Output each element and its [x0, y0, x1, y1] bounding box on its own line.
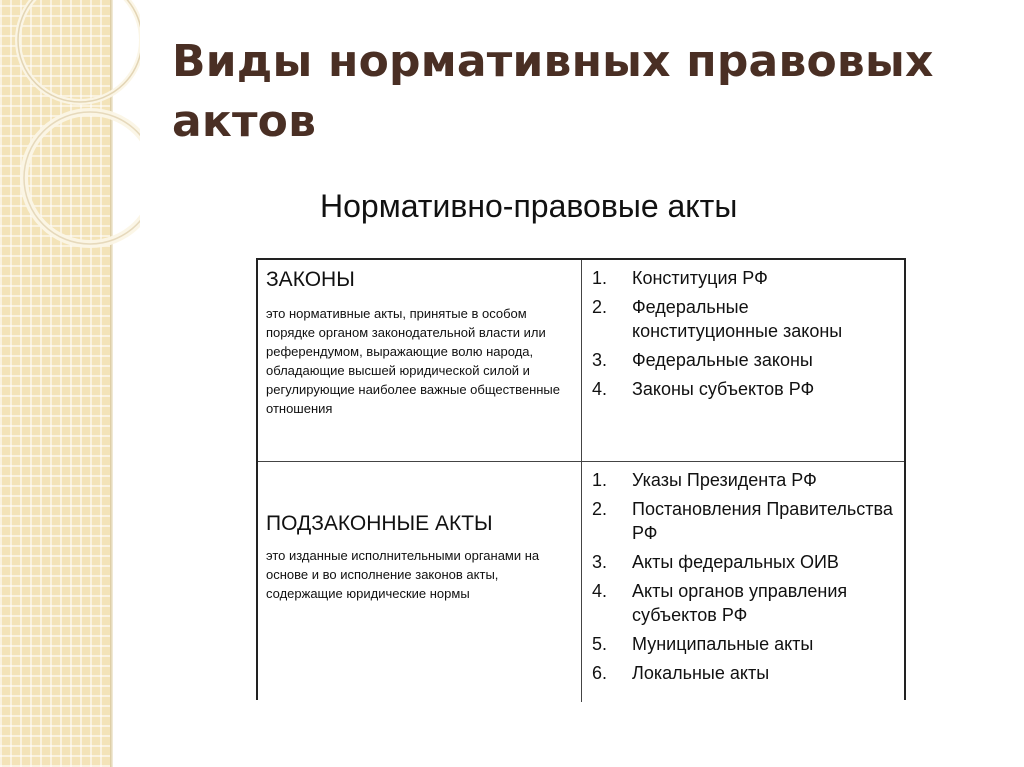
list-item — [592, 661, 896, 685]
category-cell — [258, 260, 582, 461]
list-item — [592, 468, 896, 492]
item-text: Постановления Правительства РФ — [632, 499, 893, 543]
item-number: 5. — [592, 634, 608, 654]
list-item — [592, 348, 896, 372]
list-item — [592, 632, 896, 656]
item-number: 4. — [592, 581, 608, 601]
list-item — [592, 295, 896, 343]
list-item — [592, 550, 896, 574]
item-number: 3. — [592, 350, 608, 370]
item-text: Федеральные конституционные законы — [632, 297, 843, 341]
item-text: Акты органов управления субъектов РФ — [632, 581, 848, 625]
category-title: ЗАКОНЫ — [266, 268, 355, 291]
list-item — [592, 579, 896, 627]
list-item — [592, 266, 896, 290]
category-description: это нормативные акты, принятые в особом порядке органом законодательной власти или референдумом, выражающие волю народа, обладающие высшей юридической силой и регулирующие наиболее важные общественные отношения — [266, 306, 560, 416]
laws-list — [592, 266, 896, 406]
item-text: Указы Президента РФ — [632, 470, 817, 490]
bylaws-list — [592, 468, 896, 690]
item-text: Конституция РФ — [632, 268, 768, 288]
item-number: 1. — [592, 470, 608, 490]
category-cell — [258, 462, 582, 702]
table-row-bylaws — [258, 462, 904, 702]
item-number: 2. — [592, 499, 608, 519]
item-number: 2. — [592, 297, 608, 317]
list-item — [592, 377, 896, 401]
item-text: Законы субъектов РФ — [632, 379, 815, 399]
item-number: 1. — [592, 268, 608, 288]
table-heading: Нормативно-правовые акты — [320, 188, 738, 224]
slide-title: Виды нормативных правовых актов — [172, 36, 934, 147]
decorative-rings — [0, 0, 140, 260]
item-text: Локальные акты — [632, 663, 770, 683]
item-number: 4. — [592, 379, 608, 399]
item-text: Акты федеральных ОИВ — [632, 552, 839, 572]
items-cell — [582, 462, 904, 702]
table-row-laws — [258, 260, 904, 462]
acts-table — [256, 258, 906, 700]
item-text: Федеральные законы — [632, 350, 813, 370]
item-number: 6. — [592, 663, 608, 683]
items-cell — [582, 260, 904, 461]
item-number: 3. — [592, 552, 608, 572]
item-text: Муниципальные акты — [632, 634, 814, 654]
list-item — [592, 497, 896, 545]
category-title: ПОДЗАКОННЫЕ АКТЫ — [266, 512, 493, 535]
category-description: это изданные исполнительными органами на основе и во исполнение законов акты, содержащие юридические нормы — [266, 548, 540, 601]
